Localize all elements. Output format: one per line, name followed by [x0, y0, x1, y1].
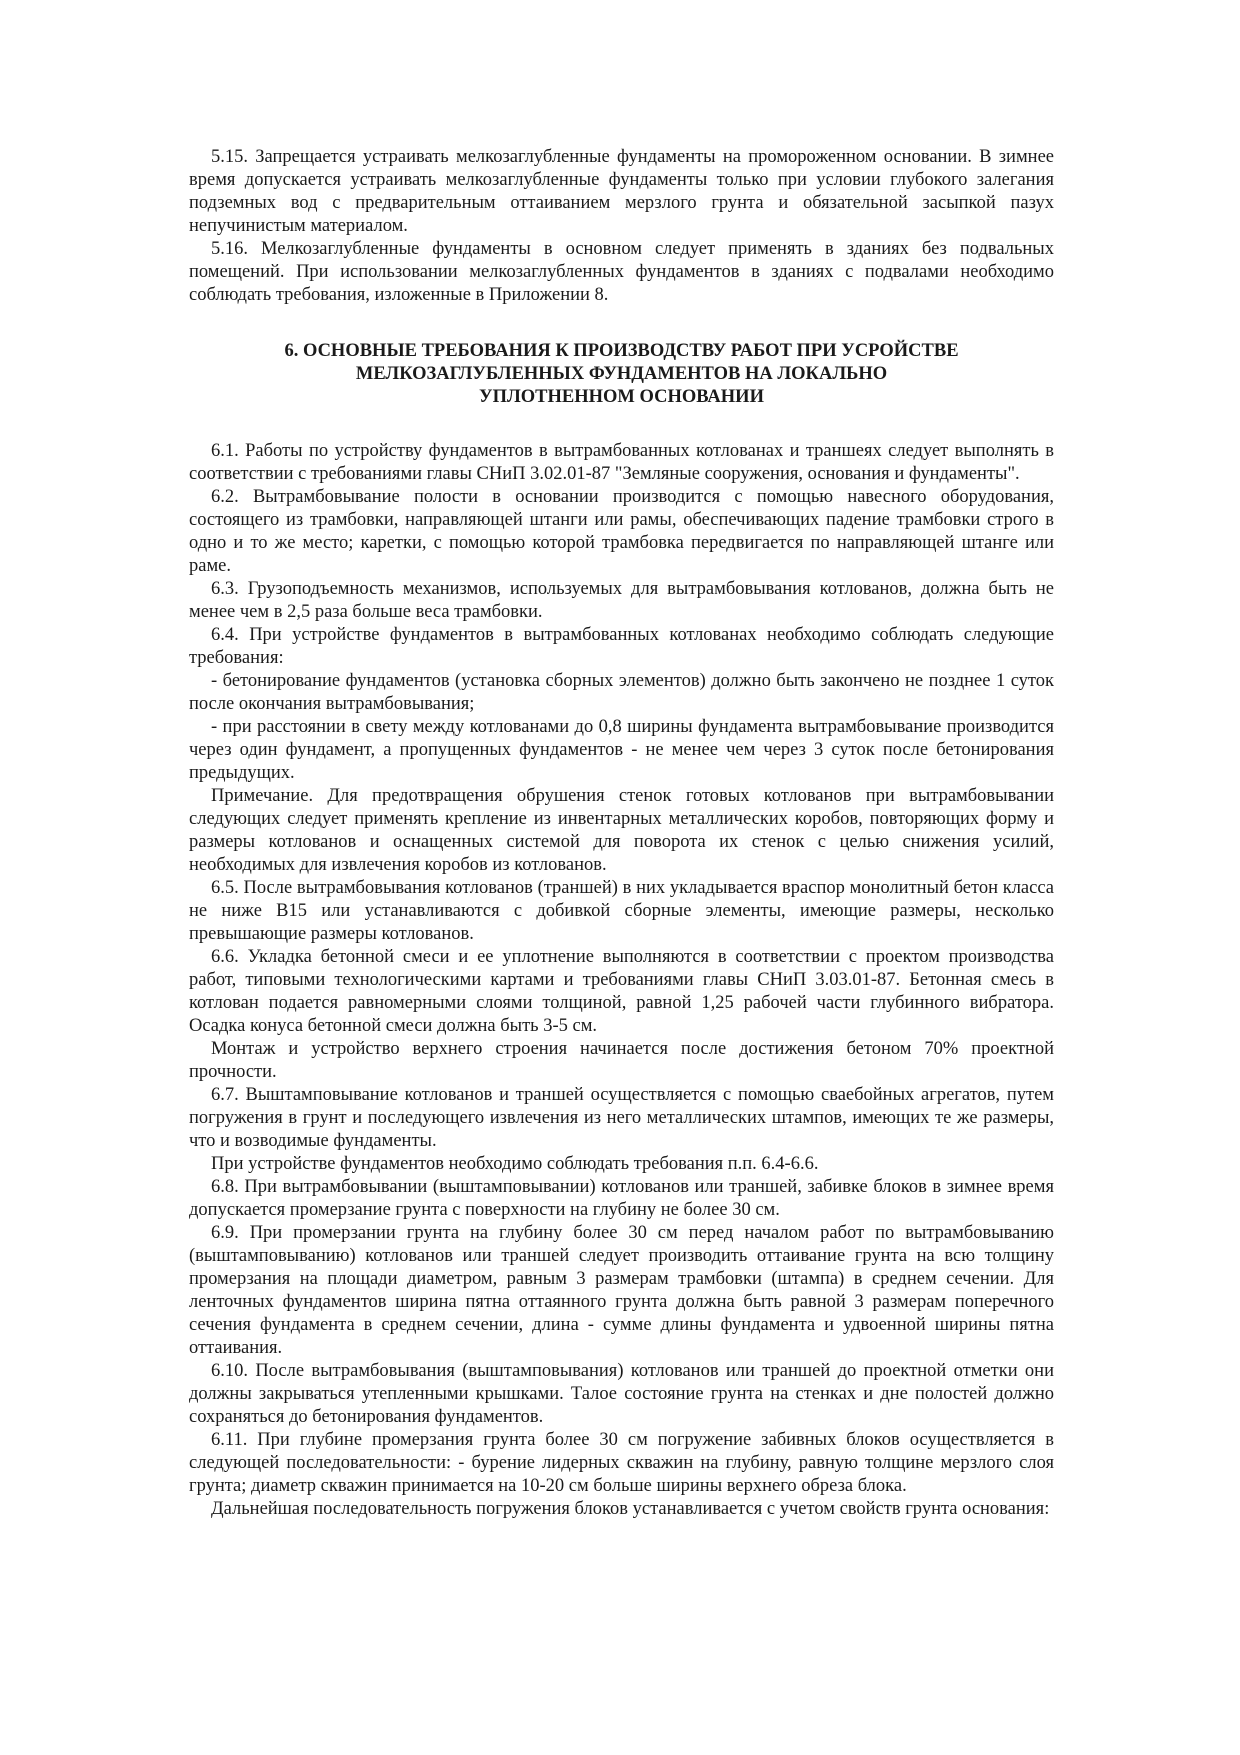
paragraph-mounting: Монтаж и устройство верхнего строения начинается после достижения бетоном 70% проектной прочности. [189, 1039, 1054, 1082]
paragraph-5-16: 5.16. Мелкозаглубленные фундаменты в основном следует применять в зданиях без подвальных помещений. При использовании мелкозаглубленных фундаментов в зданиях с подвалами необходимо соблюдать требования, изложенные в Приложении 8. [189, 239, 1054, 305]
list-item-concreting: - бетонирование фундаментов (установка сборных элементов) должно быть закончено не позднее 1 суток после окончания вытрамбовывания; [189, 671, 1054, 714]
paragraph-6-1: 6.1. Работы по устройству фундаментов в вытрамбованных котлованах и траншеях следует выполнять в соответствии с требованиями главы СНиП 3.02.01-87 "Земляные сооружения, основания и фундаменты". [189, 441, 1054, 484]
section-heading-line-1: 6. ОСНОВНЫЕ ТРЕБОВАНИЯ К ПРОИЗВОДСТВУ РАБОТ ПРИ УСРОЙСТВЕ [284, 341, 959, 361]
paragraph-6-5: 6.5. После вытрамбовывания котлованов (траншей) в них укладывается враспор монолитный бетон класса не ниже В15 или устанавливаются с добивкой сборные элементы, имеющие размеры, несколько превышающие размеры котлованов. [189, 878, 1054, 944]
section-heading-line-2: МЕЛКОЗАГЛУБЛЕННЫХ ФУНДАМЕНТОВ НА ЛОКАЛЬНО [355, 364, 888, 384]
section-heading [189, 340, 1054, 409]
paragraph-sequence: Дальнейшая последовательность погружения блоков устанавливается с учетом свойств грунта основания: [211, 1499, 1050, 1519]
paragraph-requirements-ref: При устройстве фундаментов необходимо соблюдать требования п.п. 6.4-6.6. [211, 1154, 819, 1174]
list-item-spacing: - при расстоянии в свету между котлованами до 0,8 ширины фундамента вытрамбовывание производится через один фундамент, а пропущенных фундаментов - не менее чем через 3 суток после бетонирования предыдущих. [189, 717, 1054, 783]
paragraph-6-4: 6.4. При устройстве фундаментов в вытрамбованных котлованах необходимо соблюдать следующие требования: [189, 625, 1054, 668]
paragraph-6-3: 6.3. Грузоподъемность механизмов, используемых для вытрамбовывания котлованов, должна быть не менее чем в 2,5 раза больше веса трамбовки. [189, 579, 1054, 622]
paragraph-5-15: 5.15. Запрещается устраивать мелкозаглубленные фундаменты на промороженном основании. В зимнее время допускается устраивать мелкозаглубленные фундаменты только при условии глубокого залегания подземных вод с предварительным оттаиванием мерзлого грунта и обязательной засыпкой пазух непучинистым материалом. [189, 147, 1054, 236]
paragraph-6-8: 6.8. При вытрамбовывании (выштамповывании) котлованов или траншей, забивке блоков в зимнее время допускается промерзание грунта с поверхности на глубину не более 30 см. [189, 1177, 1054, 1220]
paragraph-6-6: 6.6. Укладка бетонной смеси и ее уплотнение выполняются в соответствии с проектом производства работ, типовыми технологическими картами и требованиями главы СНиП 3.03.01-87. Бетонная смесь в котлован подается равномерными слоями толщиной, равной 1,25 рабочей части глубинного вибратора. Осадка конуса бетонной смеси должна быть 3-5 см. [189, 947, 1054, 1036]
paragraph-6-2: 6.2. Вытрамбовывание полости в основании производится с помощью навесного оборудования, состоящего из трамбовки, направляющей штанги или рамы, обеспечивающих падение трамбовки строго в одно и то же место; каретки, с помощью которой трамбовка передвигается по направляющей штанге или раме. [189, 487, 1054, 576]
paragraph-6-11: 6.11. При глубине промерзания грунта более 30 см погружение забивных блоков осуществляется в следующей последовательности: - бурение лидерных скважин на глубину, равную толщине мерзлого слоя грунта; диаметр скважин принимается на 10-20 см больше ширины верхнего обреза блока. [189, 1430, 1054, 1496]
paragraph-6-9: 6.9. При промерзании грунта на глубину более 30 см перед началом работ по вытрамбовыванию (выштамповыванию) котлованов или траншей следует производить оттаивание грунта на всю толщину промерзания на площади диаметром, равным 3 размерам трамбовки (штампа) в среднем сечении. Для ленточных фундаментов ширина пятна оттаянного грунта должна быть равной 3 размерам поперечного сечения фундамента в среднем сечении, длина - сумме длины фундамента и удвоенной ширины пятна оттаивания. [189, 1223, 1054, 1358]
section-heading-line-3: УПЛОТНЕННОМ ОСНОВАНИИ [479, 387, 764, 407]
document-page [189, 146, 1054, 1521]
paragraph-6-7: 6.7. Выштамповывание котлованов и траншей осуществляется с помощью сваебойных агрегатов, путем погружения в грунт и последующего извлечения из него металлических штампов, имеющих те же размеры, что и возводимые фундаменты. [189, 1085, 1054, 1151]
paragraph-6-10: 6.10. После вытрамбовывания (выштамповывания) котлованов или траншей до проектной отметки они должны закрываться утепленными крышками. Талое состояние грунта на стенках и дне полостей должно сохраняться до бетонирования фундаментов. [189, 1361, 1054, 1427]
paragraph-note: Примечание. Для предотвращения обрушения стенок готовых котлованов при вытрамбовывании следующих следует применять крепление из инвентарных металлических коробов, повторяющих форму и размеры котлованов и оснащенных системой для поворота их стенок с целью снижения усилий, необходимых для извлечения коробов из котлованов. [189, 786, 1054, 875]
